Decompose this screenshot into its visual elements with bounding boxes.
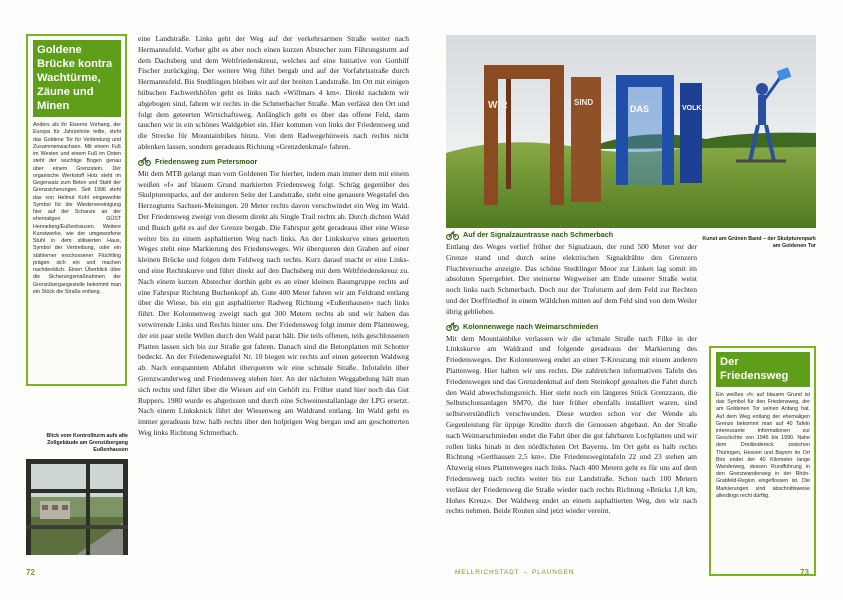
subheading-signalzaun-text: Auf der Signalzauntrasse nach Schmerbach bbox=[463, 230, 614, 239]
col1-paragraph-2: Mit dem MTB gelangt man vom Goldenen Tor hierher, indem man immer dem mit einem weißen »f« auf blauem Grund markierten Friedensweg folgt. Schräg gegenüber des Skulpturenparks, auf der anderen Seite der Landstraße, steht eine genauere Wegetafel des Herzogtums Sachsen-Meiningen. 20 Meter rechts davon verschwindet ein Weg im Wald. Der Friedensweg zweigt von diesem direkt als Single Trail rechts ab. Durch dichten Wald und Busch geht es auf der Grenze bergab. Die Fahrspur geht geradeaus über eine Wiese weiter bis zu einem asphaltierten Weg nach links. An der Linkskurve eines geteerten Weges steht eine Markierung des Friedensweges. Wir überqueren den Graben auf einer kleinen Brücke und folgen dem Feldweg nach rechts. Kurz darauf macht er eine Links- und eine Rechtskurve und führt direkt auf den Dachsberg mit dem Weltfriedenskreuz zu. Nach einem kurzen Abstecher dorthin geht es an einer kleinen Baumgruppe rechts auf eine Fahrspur Richtung Buchenkopf ab. Gute 400 Meter fahren wir am Feldrand entlang über die Wiese, bis ein gut asphaltierter Radweg Richtung »Eußenhausen« nach links führt. Der Kolonnenweg zweigt nach gut 300 Metern rechts ab und wir haben das verwirrende Links und Rechts hinter uns. Der Friedensweg folgt immer dem Plattenweg, der ein paar steile Wellen durch den Wald parat hält. Die teils offenen, teils geschlossenen Platten lassen sich bis zur Straße gut fahren. Danach sind die Betonplatten mit Schotter bedeckt. An der Friedenswegtafel Nr. 10 biegen wir rechts auf einen geteerten Waldweg ab. Nach entspanntem Abfahrt überqueren wir eine schmale Straße. Infotafeln über Grenzwanderweg und Friedensweg stehen hier. An der nächsten Weggabelung hält man sich rechts und fährt über die Wiesen auf ein Gehöft zu. Früher stand hier noch das Gut Ruppers. 1980 wurde es abgerissen und durch eine Schweinestallanlage der LPG ersetzt. Nach einem Linksknick führt der Wiesenweg am Waldrand entlang. Im Wald geht es immer geradeaus bzw. halb rechts über den holprigen Weg bergan und am geschotterten Weg links Richtung Schmerbach. bbox=[138, 168, 409, 437]
right-sidebar-box bbox=[709, 346, 816, 576]
sculpture-park-illustration bbox=[446, 35, 816, 228]
running-footer-separator: – bbox=[523, 569, 528, 576]
page-number-right: 73 bbox=[800, 568, 809, 577]
right-photo-caption: Kunst am Grünen Band – der Skulpturenpark am Goldenen Tor bbox=[702, 236, 816, 249]
subheading-kolonnenwege bbox=[446, 322, 697, 332]
left-sidebar-box bbox=[26, 34, 127, 386]
col2-paragraph-2: Mit dem Mountainbike verlassen wir die schmale Straße nach Filke in der Linkskurve am Waldrand und folgende geradeaus der Markierung des Friedensweges. Der Kolonnenweg endet an einer T-Kreuzung mit einem anderen Plattenweg. Hier halten wir uns rechts. Die zahlreichen informativen Tafeln des Friedensweges und das Grenzdenkmal auf dem Steinkopf gestalten die Fahrt durch den Wald abwechslungsreich. Hier steht noch ein längeres Stück Grenzzaun, die Selbstschussanlagen SM70, die hier früher ebenfalls installiert waren, sind selbstverständlich verschwunden. Diese wurden schon vor der Wende als Gegenleistung für üppige Kredite durch die Genossen abgebaut. An der Straße nach Weimarschmieden endet die Fahrt über die gut fahrbaren Lochplatten und wir rollen links hinab in den nördlichsten Ort Bayerns. Im Ort geht es halb rechts Richtung »Gerthausen 2,5 km«. Die Friedenswegintafeln 22 und 23 stehen am Abzweig eines Plattenweges nach links. Nach 400 Metern geht es für uns auf dem Friedensweg nach rechts weiter bis zur Landstraße. Schon nach 100 Metern verlässt der Friedensweg die Straße wieder nach rechts Richtung »Brücks 1,8 km, Hohes Kreuz«. Der Waldweg endet an einem asphaltierten Weg, den wir nach rechts nehmen. Beide Routen sind jetzt wieder vereint. bbox=[446, 333, 697, 516]
running-footer-a: MELLRICHSTADT bbox=[455, 569, 520, 576]
control-tower-photo bbox=[26, 459, 128, 555]
running-footer-b: PLAUNGEN bbox=[531, 569, 575, 576]
sculpture-park-photo bbox=[446, 35, 816, 228]
left-sidebar-text: Anders als ihr Eiserne Vorhang, der Europa für Jahrzehnte teilte, steht das Goldene Tor für Verbindung und Zusammenwachsen. Mit einem Fuß im Westen und einem Fuß im Osten steht der wuchtige Bogen genau über einem Grenzstein. Der organische Werkstoff Holz steht im Gegensatz zum Beton und Stahl der Grenzsicherungen. Seit 1996 steht das von Helmut Kohl eingeweihte Symbol für die Wiedervereinigung hier auf der Schanze an der ehemaligen GÜST Henneberg/Eußenhausen. Weitere Kunstwerke, wie der umgeworfene Stuhl in dem stilisierten Haus, Symbol der Vertreibung, oder ein stählerner erschossener Flüchtling prägen sich ein und machen nachdenklich. Einen Überblick über die Sicherungsmaßnahmen der Grenzübergangsstelle bekommt man ein Stück die Straße entlang. bbox=[33, 122, 121, 295]
subheading-kolonnenwege-text: Kolonnenwege nach Weimarschmieden bbox=[463, 321, 599, 331]
right-sidebar-title: Der Friedensweg bbox=[716, 352, 810, 387]
right-sidebar-text: Ein weißes »f« auf blauem Grund ist das Symbol für den Friedensweg, der am Goldenen Tor seinen Anfang hat. Auf dem Weg entlang der ehemaligen Grenze bekommt man auf 40 Tafeln interessante Informationen zur Geschichte von 1945 bis 1990. Nahe dem Dreiländereck zwischen Thüringen, Hessen und Bayern im Ort Birx endet der 40 Kilometer lange Wanderweg, dessen Rundführung in den Grenzwanderweg in der Rhön-Grabfeld-Region eingeflossen ist. Die Markierungen sind abschnittsweise allerdings recht dürftig. bbox=[716, 392, 810, 499]
col1-paragraph-1: eine Landstraße. Links geht der Weg auf der verkehrsarmen Straße weiter nach Hermannsfeld. Vorher gibt es aber noch einen kurzen Abstecher zum Führungsturm auf dem Dachsberg und dem Weltfriedenskreuz, welches auf eine Initiative von Gotthilf Fischer zurückging. Der weitere Weg führt bergab und auf der Vorfahrtsstraße durch Hermannsfeld. Bis Stedtlingen bleiben wir auf der breiten Landstraße. Im Ort mit einigen hübschen Fachwerkhöfen geht es links nach »Willmars 4 km«. Direkt nachdem wir abgebogen sind, fahren wir rechts in die Schmerbacher Straße. Man verlässt den Ort und folgt dem geteerten Wirtschaftsweg. Anfänglich geht es über das offene Feld, dann tauchen wir in ein schönes Waldgebiet ein. Hier kommen von links der Friedensweg und die Strecke für Mountainbikes hinzu. Von dem Radwegehinweis nach rechts nicht ablenken lassen, sondern geradeaus Richtung »Grenzdenkmal« fahren. bbox=[138, 34, 409, 151]
sign-word-wir: WIR bbox=[488, 100, 508, 111]
left-photo-caption: Blick vom Kontrollturm aufs alte Zollgebäude am Grenzübergang Eußenhausen bbox=[46, 433, 128, 453]
bike-hike-icon bbox=[446, 231, 459, 240]
sign-word-sind: SIND bbox=[574, 98, 594, 107]
subheading-signalzaun bbox=[446, 230, 697, 240]
right-column bbox=[446, 227, 697, 521]
left-column bbox=[138, 34, 409, 443]
running-footer bbox=[455, 569, 574, 576]
sign-word-das: DAS bbox=[630, 104, 650, 114]
mountainbike-icon bbox=[138, 157, 151, 166]
control-tower-illustration bbox=[26, 459, 128, 555]
page-number-left: 72 bbox=[26, 568, 35, 577]
col2-paragraph-1: Entlang des Weges verlief früher der Signalzaun, der rund 500 Meter vor der Grenze stand und durch seine elektrischen Signaldrähte den Grenzern Fluchtversuche anzeigte. Das schöne Stedtlinger Moor zur Linken lag somit im absoluten Sperrgebiet. Der steinerne Wegweiser am Ende unserer Straße weist noch links nach Schmerbach. Doch nur der Trafoturm auf dem Feld zur Rechten und der Dorffriedhof in einem Wäldchen mitten auf dem Feld sind von dem Weiler übrig geblieben. bbox=[446, 242, 697, 316]
subheading-petersmoor-text: Friedensweg zum Petersmoor bbox=[155, 156, 258, 166]
left-sidebar-title: Goldene Brücke kontra Wachtürme, Zäune und Minen bbox=[33, 40, 121, 117]
sign-word-volk: VOLK bbox=[682, 105, 702, 112]
mountainbike-icon bbox=[446, 322, 459, 331]
subheading-petersmoor bbox=[138, 157, 409, 167]
